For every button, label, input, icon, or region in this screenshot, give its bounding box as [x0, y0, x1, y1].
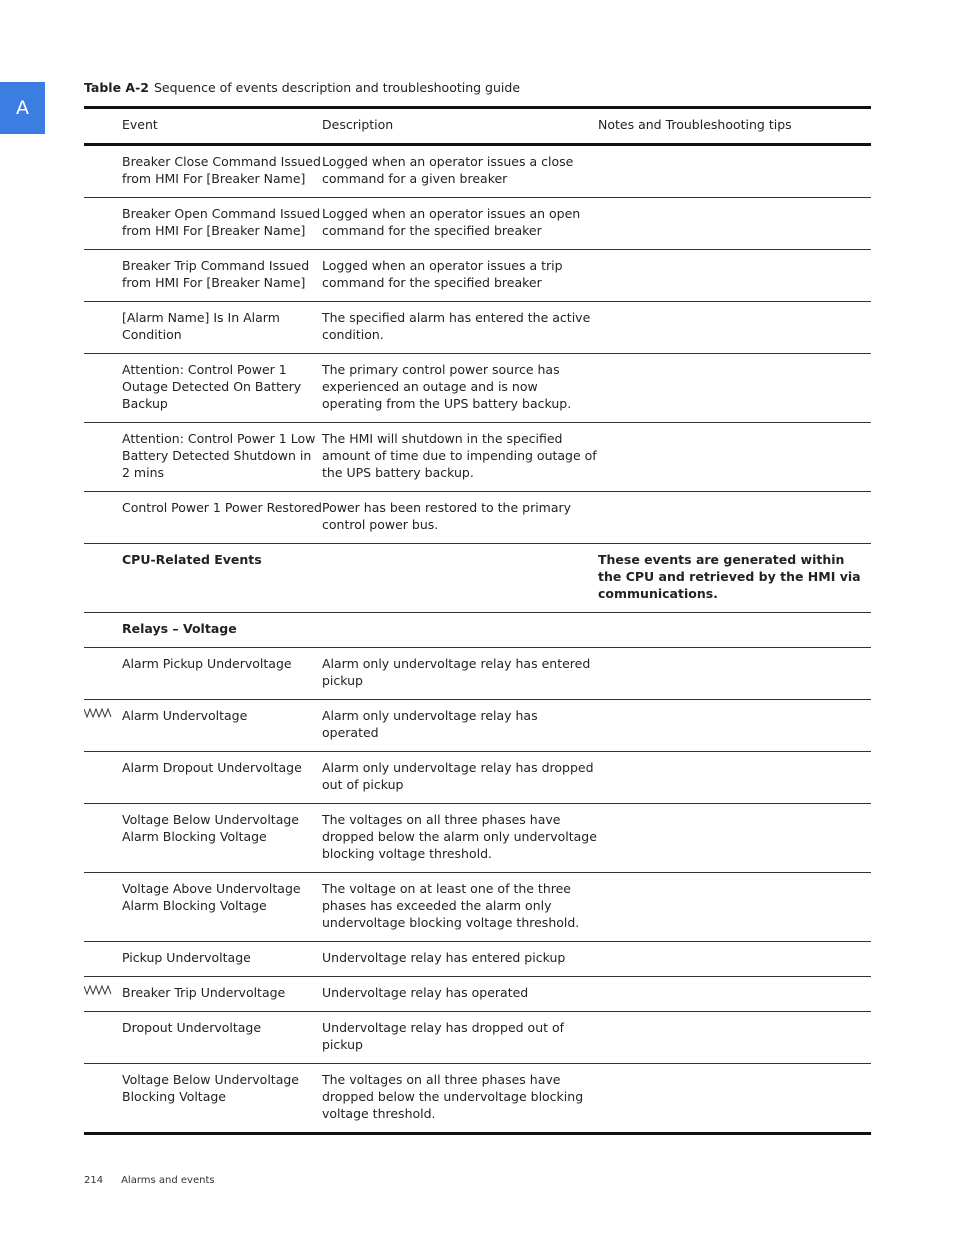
header-event: Event: [122, 117, 158, 132]
row-notes: [598, 804, 871, 873]
row-notes: [598, 977, 871, 1012]
row-event: Voltage Below Undervoltage Alarm Blocking Voltage: [122, 804, 322, 873]
row-icon-cell: [84, 752, 122, 804]
row-event: Alarm Undervoltage: [122, 700, 322, 752]
row-icon-cell: [84, 145, 122, 198]
row-description: Undervoltage relay has operated: [322, 977, 598, 1012]
row-event: Attention: Control Power 1 Low Battery Detected Shutdown in 2 mins: [122, 423, 322, 492]
table-row: [84, 700, 871, 752]
page-footer: [84, 1175, 215, 1186]
table-row: [84, 942, 871, 977]
row-event: Dropout Undervoltage: [122, 1012, 322, 1064]
row-icon-cell: [84, 354, 122, 423]
row-event: Breaker Close Command Issued from HMI For [Breaker Name]: [122, 145, 322, 198]
table-row: [84, 752, 871, 804]
footer-section: Alarms and events: [121, 1175, 215, 1186]
table-row: [84, 1064, 871, 1134]
row-description: The HMI will shutdown in the specified amount of time due to impending outage of the UPS battery backup.: [322, 423, 598, 492]
row-notes: [598, 648, 871, 700]
row-notes: [598, 613, 871, 648]
row-description: The voltage on at least one of the three phases has exceeded the alarm only undervoltage blocking voltage threshold.: [322, 873, 598, 942]
row-description: The primary control power source has experienced an outage and is now operating from the UPS battery backup.: [322, 354, 598, 423]
row-notes: [598, 1012, 871, 1064]
table-row: [84, 977, 871, 1012]
table-row: [84, 648, 871, 700]
row-description: Alarm only undervoltage relay has operated: [322, 700, 598, 752]
page-number: 214: [84, 1175, 104, 1186]
row-event: Alarm Pickup Undervoltage: [122, 648, 322, 700]
row-description: Undervoltage relay has entered pickup: [322, 942, 598, 977]
row-event: Breaker Open Command Issued from HMI For [Breaker Name]: [122, 198, 322, 250]
row-event: Pickup Undervoltage: [122, 942, 322, 977]
row-description: Undervoltage relay has dropped out of pickup: [322, 1012, 598, 1064]
header-notes: Notes and Troubleshooting tips: [598, 117, 792, 132]
row-icon-cell: [84, 942, 122, 977]
table-row: [84, 804, 871, 873]
row-description: Logged when an operator issues a trip command for the specified breaker: [322, 250, 598, 302]
row-icon-cell: [84, 613, 122, 648]
row-icon-cell: [84, 648, 122, 700]
row-event: Relays – Voltage: [122, 613, 322, 648]
row-icon-cell: [84, 544, 122, 613]
table-row: [84, 1012, 871, 1064]
row-icon-cell: [84, 1012, 122, 1064]
row-notes: [598, 198, 871, 250]
table-row: [84, 302, 871, 354]
row-icon-cell: [84, 977, 122, 1012]
row-description: Alarm only undervoltage relay has dropped out of pickup: [322, 752, 598, 804]
row-icon-cell: [84, 250, 122, 302]
row-notes: These events are generated within the CPU and retrieved by the HMI via communications.: [598, 544, 871, 613]
row-notes: [598, 700, 871, 752]
table-row: [84, 544, 871, 613]
row-event: Attention: Control Power 1 Outage Detected On Battery Backup: [122, 354, 322, 423]
row-icon-cell: [84, 492, 122, 544]
row-notes: [598, 250, 871, 302]
row-notes: [598, 1064, 871, 1134]
table-row: [84, 198, 871, 250]
waveform-icon: [84, 984, 112, 996]
table-caption-text: Sequence of events description and troubleshooting guide: [153, 80, 521, 95]
row-notes: [598, 354, 871, 423]
table-row: [84, 145, 871, 198]
row-description: [322, 544, 598, 613]
row-notes: [598, 423, 871, 492]
row-icon-cell: [84, 700, 122, 752]
table-row: [84, 492, 871, 544]
table-row: [84, 613, 871, 648]
row-description: The specified alarm has entered the active condition.: [322, 302, 598, 354]
row-description: Power has been restored to the primary control power bus.: [322, 492, 598, 544]
table-row: [84, 423, 871, 492]
row-description: Alarm only undervoltage relay has entered pickup: [322, 648, 598, 700]
row-description: The voltages on all three phases have dropped below the alarm only undervoltage blocking voltage threshold.: [322, 804, 598, 873]
row-event: [Alarm Name] Is In Alarm Condition: [122, 302, 322, 354]
row-description: The voltages on all three phases have dropped below the undervoltage blocking voltage threshold.: [322, 1064, 598, 1134]
table-row: [84, 354, 871, 423]
row-description: Logged when an operator issues an open command for the specified breaker: [322, 198, 598, 250]
row-event: Voltage Above Undervoltage Alarm Blocking Voltage: [122, 873, 322, 942]
row-event: Voltage Below Undervoltage Blocking Voltage: [122, 1064, 322, 1134]
row-notes: [598, 492, 871, 544]
row-event: Control Power 1 Power Restored: [122, 492, 322, 544]
row-icon-cell: [84, 804, 122, 873]
waveform-icon: [84, 707, 112, 719]
row-icon-cell: [84, 423, 122, 492]
row-description: Logged when an operator issues a close command for a given breaker: [322, 145, 598, 198]
events-table: [84, 106, 871, 1135]
table-row: [84, 873, 871, 942]
row-event: CPU-Related Events: [122, 544, 322, 613]
row-notes: [598, 145, 871, 198]
table-header-row: [84, 108, 871, 145]
row-notes: [598, 302, 871, 354]
section-tab: A: [0, 82, 45, 134]
row-event: Breaker Trip Command Issued from HMI For [Breaker Name]: [122, 250, 322, 302]
row-description: [322, 613, 598, 648]
table-row: [84, 250, 871, 302]
row-notes: [598, 873, 871, 942]
table-caption-label: Table A-2: [84, 80, 149, 95]
row-icon-cell: [84, 302, 122, 354]
header-icon-column: [84, 108, 122, 145]
row-icon-cell: [84, 1064, 122, 1134]
row-icon-cell: [84, 873, 122, 942]
header-description: Description: [322, 117, 394, 132]
table-caption: [84, 80, 520, 95]
row-event: Alarm Dropout Undervoltage: [122, 752, 322, 804]
row-notes: [598, 752, 871, 804]
row-notes: [598, 942, 871, 977]
row-event: Breaker Trip Undervoltage: [122, 977, 322, 1012]
row-icon-cell: [84, 198, 122, 250]
